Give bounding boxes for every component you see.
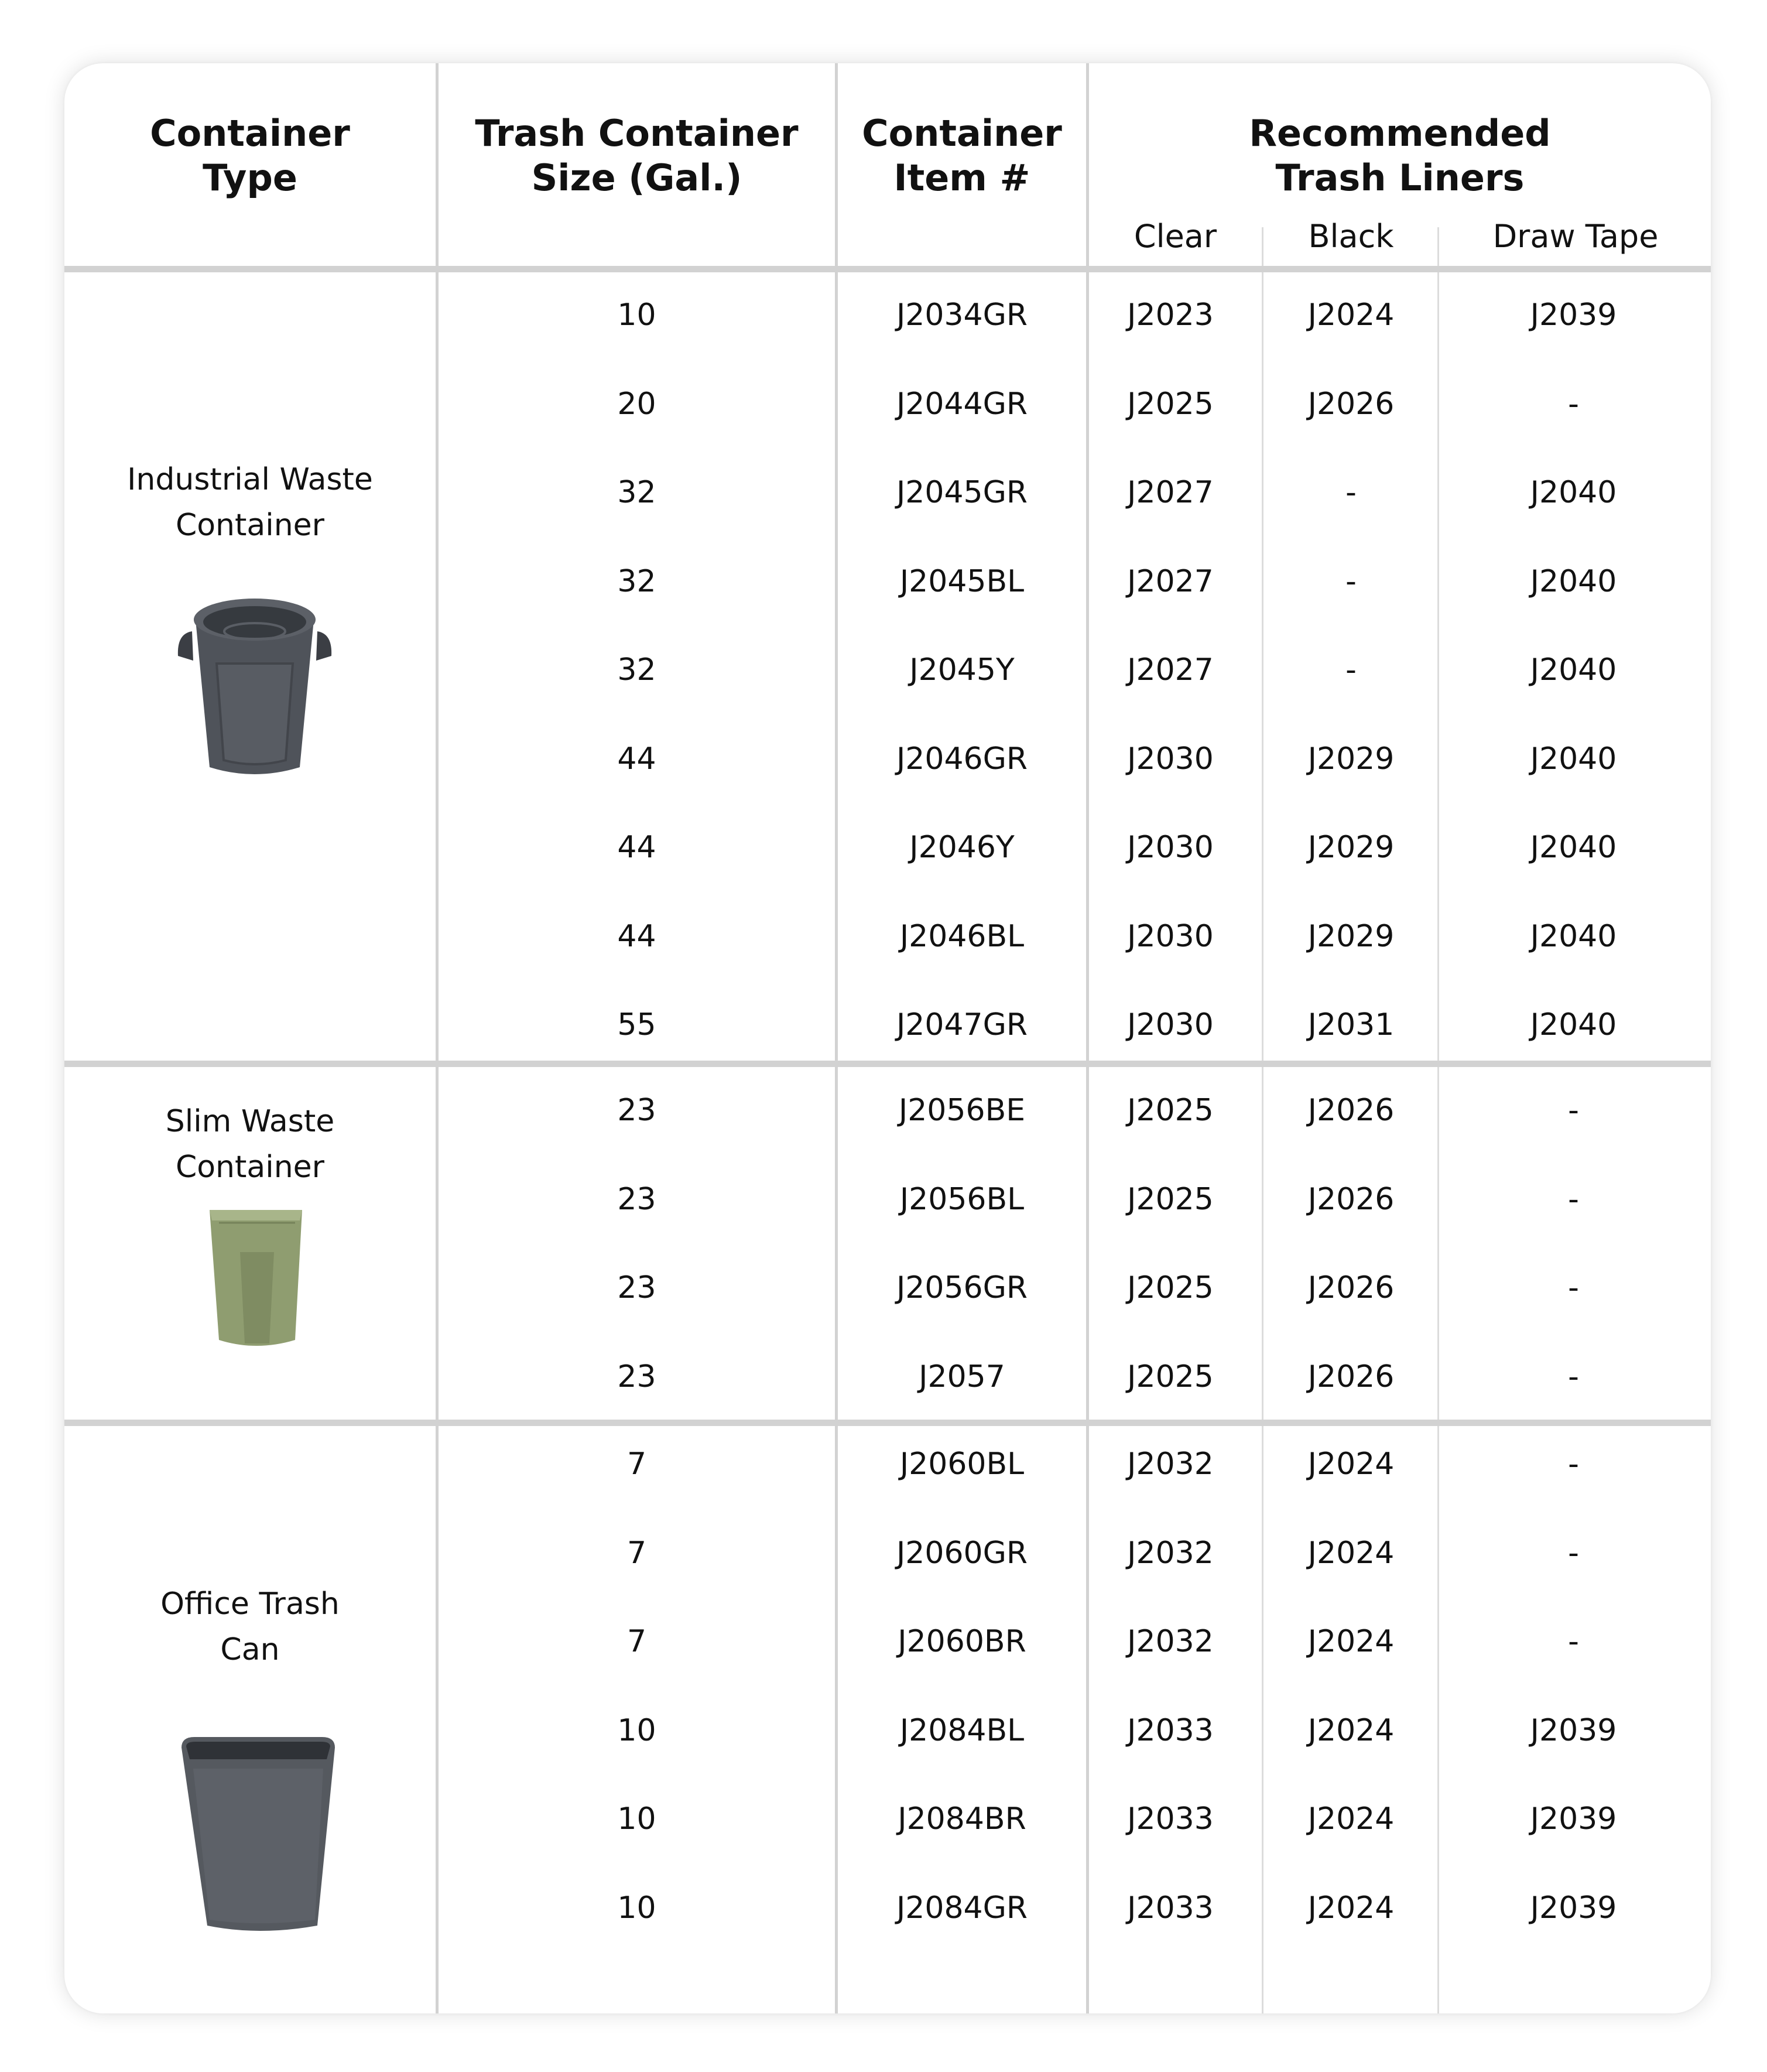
size-cell: 44 [617, 741, 656, 777]
size-cell: 10 [617, 1712, 656, 1748]
draw-tape-liner-cell: J2039 [1530, 298, 1617, 333]
header-container-type: Container Type [150, 112, 350, 199]
clear-liner-cell: J2025 [1127, 1270, 1214, 1305]
size-cell: 44 [617, 830, 656, 865]
clear-liner-cell: J2033 [1127, 1712, 1214, 1748]
draw-tape-liner-cell: J2040 [1530, 652, 1617, 688]
draw-tape-liner-cell: J2040 [1530, 918, 1617, 954]
draw-tape-liner-cell: - [1568, 1447, 1579, 1482]
size-cell: 23 [617, 1181, 656, 1217]
item-number-cell: J2084GR [896, 1890, 1028, 1926]
size-cell: 23 [617, 1093, 656, 1128]
item-number-cell: J2046BL [899, 918, 1025, 954]
clear-liner-cell: J2030 [1127, 1007, 1214, 1042]
draw-tape-liner-cell: - [1568, 386, 1579, 422]
liner-chart-table [64, 63, 1711, 2013]
item-number-cell: J2056BL [899, 1181, 1025, 1217]
item-number-cell: J2060BL [899, 1447, 1025, 1482]
liner-subcolumn-divider [1437, 227, 1439, 2013]
item-number-cell: J2046Y [909, 830, 1015, 865]
group-separator [64, 1061, 1711, 1067]
draw-tape-liner-cell: - [1568, 1270, 1579, 1305]
size-cell: 10 [617, 1890, 656, 1926]
item-number-cell: J2045GR [896, 475, 1028, 510]
size-cell: 10 [617, 298, 656, 333]
draw-tape-liner-cell: J2040 [1530, 741, 1617, 777]
clear-liner-cell: J2025 [1127, 386, 1214, 422]
black-liner-cell: J2024 [1307, 1712, 1395, 1748]
size-cell: 10 [617, 1801, 656, 1837]
size-cell: 20 [617, 386, 656, 422]
size-cell: 55 [617, 1007, 656, 1042]
item-number-cell: J2057 [919, 1359, 1005, 1394]
item-number-cell: J2056GR [896, 1270, 1028, 1305]
slim-trash-can-icon [204, 1205, 309, 1358]
draw-tape-liner-cell: J2039 [1530, 1801, 1617, 1837]
subheader-clear: Clear [1134, 218, 1217, 255]
black-liner-cell: J2024 [1307, 1801, 1395, 1837]
clear-liner-cell: J2030 [1127, 741, 1214, 777]
draw-tape-liner-cell: - [1568, 1359, 1579, 1394]
clear-liner-cell: J2025 [1127, 1093, 1214, 1128]
container-type-slim: Slim Waste Container [165, 1104, 335, 1185]
black-liner-cell: - [1345, 652, 1357, 688]
container-type-office: Office Trash Can [160, 1587, 340, 1667]
black-liner-cell: J2029 [1307, 830, 1395, 865]
draw-tape-liner-cell: J2040 [1530, 830, 1617, 865]
black-liner-cell: J2026 [1307, 1359, 1395, 1394]
draw-tape-liner-cell: J2040 [1530, 1007, 1617, 1042]
black-liner-cell: J2026 [1307, 1270, 1395, 1305]
size-cell: 32 [617, 652, 656, 688]
draw-tape-liner-cell: J2039 [1530, 1890, 1617, 1926]
size-cell: 23 [617, 1270, 656, 1305]
draw-tape-liner-cell: - [1568, 1535, 1579, 1571]
black-liner-cell: - [1345, 563, 1357, 599]
container-type-industrial: Industrial Waste Container [127, 462, 373, 543]
clear-liner-cell: J2025 [1127, 1181, 1214, 1217]
item-number-cell: J2056BE [898, 1093, 1026, 1128]
item-number-cell: J2034GR [896, 298, 1028, 333]
clear-liner-cell: J2030 [1127, 918, 1214, 954]
item-number-cell: J2084BL [899, 1712, 1025, 1748]
subheader-black: Black [1308, 218, 1394, 255]
draw-tape-liner-cell: - [1568, 1093, 1579, 1128]
item-number-cell: J2047GR [896, 1007, 1028, 1042]
black-liner-cell: - [1345, 475, 1357, 510]
clear-liner-cell: J2027 [1127, 475, 1214, 510]
black-liner-cell: J2024 [1307, 1535, 1395, 1571]
item-number-cell: J2084BR [898, 1801, 1026, 1837]
black-liner-cell: J2029 [1307, 741, 1395, 777]
draw-tape-liner-cell: J2039 [1530, 1712, 1617, 1748]
liner-subcolumn-divider [1262, 227, 1263, 2013]
clear-liner-cell: J2033 [1127, 1801, 1214, 1837]
header-separator [64, 266, 1711, 272]
office-trash-can-icon [179, 1733, 337, 1938]
size-cell: 23 [617, 1359, 656, 1394]
black-liner-cell: J2026 [1307, 1093, 1395, 1128]
round-trash-can-icon [176, 590, 334, 784]
group-separator [64, 1420, 1711, 1426]
draw-tape-liner-cell: J2040 [1530, 475, 1617, 510]
clear-liner-cell: J2030 [1127, 830, 1214, 865]
subheader-draw-tape: Draw Tape [1492, 218, 1659, 255]
size-cell: 7 [626, 1535, 647, 1571]
item-number-cell: J2044GR [896, 386, 1028, 422]
black-liner-cell: J2024 [1307, 1447, 1395, 1482]
item-number-cell: J2060GR [896, 1535, 1028, 1571]
header-item-number: Container Item # [862, 112, 1062, 199]
clear-liner-cell: J2032 [1127, 1624, 1214, 1659]
draw-tape-liner-cell: J2040 [1530, 563, 1617, 599]
black-liner-cell: J2024 [1307, 298, 1395, 333]
header-container-size: Trash Container Size (Gal.) [475, 112, 799, 199]
black-liner-cell: J2024 [1307, 1890, 1395, 1926]
draw-tape-liner-cell: - [1568, 1181, 1579, 1217]
clear-liner-cell: J2033 [1127, 1890, 1214, 1926]
clear-liner-cell: J2025 [1127, 1359, 1214, 1394]
black-liner-cell: J2024 [1307, 1624, 1395, 1659]
item-number-cell: J2046GR [896, 741, 1028, 777]
clear-liner-cell: J2027 [1127, 652, 1214, 688]
header-recommended-liners: Recommended Trash Liners [1249, 112, 1551, 199]
size-cell: 44 [617, 918, 656, 954]
black-liner-cell: J2026 [1307, 386, 1395, 422]
item-number-cell: J2060BR [898, 1624, 1026, 1659]
clear-liner-cell: J2032 [1127, 1447, 1214, 1482]
size-cell: 7 [626, 1624, 647, 1659]
black-liner-cell: J2026 [1307, 1181, 1395, 1217]
size-cell: 7 [626, 1447, 647, 1482]
clear-liner-cell: J2027 [1127, 563, 1214, 599]
item-number-cell: J2045BL [899, 563, 1025, 599]
black-liner-cell: J2031 [1307, 1007, 1395, 1042]
clear-liner-cell: J2032 [1127, 1535, 1214, 1571]
item-number-cell: J2045Y [909, 652, 1015, 688]
draw-tape-liner-cell: - [1568, 1624, 1579, 1659]
black-liner-cell: J2029 [1307, 918, 1395, 954]
size-cell: 32 [617, 563, 656, 599]
clear-liner-cell: J2023 [1127, 298, 1214, 333]
size-cell: 32 [617, 475, 656, 510]
